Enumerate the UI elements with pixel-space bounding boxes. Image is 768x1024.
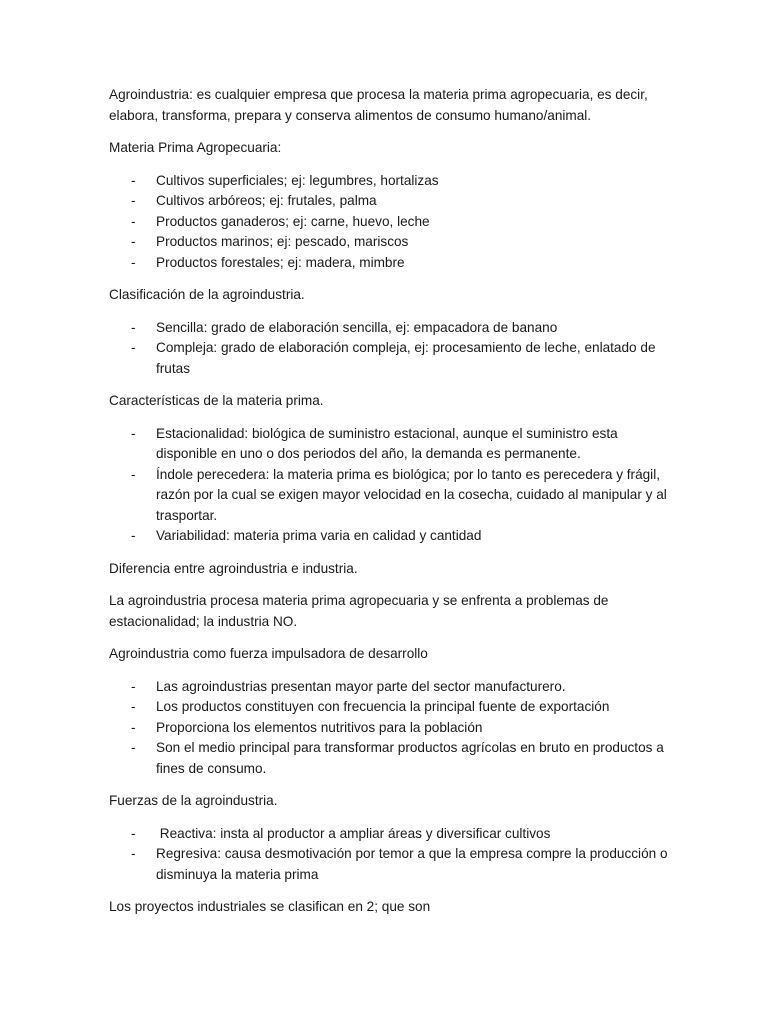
dash-bullet: - [131, 340, 136, 355]
heading-fuerzas: Fuerzas de la agroindustria. [109, 793, 278, 808]
list-item-text: Son el medio principal para transformar productos agrícolas en bruto en productos a fines de consumo. [156, 740, 664, 776]
diferencia-paragraph: La agroindustria procesa materia prima agropecuaria y se enfrenta a problemas de estacionalidad; la industria NO. [109, 593, 609, 629]
heading-fuerza-impulsadora: Agroindustria como fuerza impulsadora de desarrollo [109, 646, 428, 661]
list-item-text: Cultivos arbóreos; ej: frutales, palma [156, 193, 377, 208]
list-item-text: Regresiva: causa desmotivación por temor a que la empresa compre la producción o disminuya la materia prima [156, 846, 668, 882]
dash-bullet: - [131, 846, 136, 861]
list-item [109, 318, 669, 339]
dash-bullet: - [131, 825, 136, 841]
list-item [109, 526, 669, 547]
heading-caracteristicas: Características de la materia prima. [109, 393, 324, 408]
list-item-text: Productos marinos; ej: pescado, mariscos [156, 234, 409, 249]
list-item-text: Índole perecedera: la materia prima es biológica; por lo tanto es perecedera y frágil, razón por la cual se exigen mayor velocidad en la cosecha, cuidado al manipular y al trasportar. [156, 466, 667, 523]
dash-bullet: - [131, 193, 136, 208]
dash-bullet: - [131, 319, 136, 335]
list-item-text: Los productos constituyen con frecuencia la principal fuente de exportación [156, 699, 610, 714]
list-item [109, 171, 669, 192]
list-item-text: Sencilla: grado de elaboración sencilla, ej: empacadora de banano [156, 319, 558, 335]
list-item [109, 424, 669, 465]
list-item-text: Productos forestales; ej: madera, mimbre [156, 254, 405, 270]
list-item [109, 677, 669, 698]
list-fuerza-impulsadora [109, 677, 669, 780]
list-item [109, 338, 669, 379]
list-item [109, 844, 669, 885]
list-item [109, 232, 669, 253]
heading-clasificacion: Clasificación de la agroindustria. [109, 287, 305, 302]
dash-bullet: - [131, 740, 136, 755]
list-item [109, 738, 669, 779]
dash-bullet: - [131, 213, 136, 229]
final-paragraph: Los proyectos industriales se clasifican en 2; que son [109, 899, 431, 914]
heading-materia-prima: Materia Prima Agropecuaria: [109, 140, 282, 155]
list-item-text: Cultivos superficiales; ej: legumbres, hortalizas [156, 172, 439, 188]
dash-bullet: - [131, 678, 136, 694]
list-item [109, 824, 669, 845]
intro-paragraph: Agroindustria: es cualquier empresa que procesa la materia prima agropecuaria, es decir, elabora, transforma, prepara y conserva alimentos de consumo humano/animal. [109, 87, 648, 123]
list-materia-prima [109, 171, 669, 274]
list-item [109, 253, 669, 274]
list-item [109, 212, 669, 233]
list-item [109, 191, 669, 212]
dash-bullet: - [131, 719, 136, 735]
list-item [109, 697, 669, 718]
list-item-text: Las agroindustrias presentan mayor parte del sector manufacturero. [156, 678, 566, 694]
list-item [109, 465, 669, 527]
heading-diferencia: Diferencia entre agroindustria e industria. [109, 560, 358, 576]
list-item [109, 718, 669, 739]
list-item-text: Variabilidad: materia prima varia en calidad y cantidad [156, 528, 482, 543]
list-caracteristicas [109, 424, 669, 547]
list-fuerzas [109, 824, 669, 886]
list-item-text: Proporciona los elementos nutritivos para la población [156, 719, 483, 735]
list-item-text: Productos ganaderos; ej: carne, huevo, leche [156, 213, 430, 229]
dash-bullet: - [131, 466, 136, 482]
dash-bullet: - [131, 234, 136, 249]
dash-bullet: - [131, 425, 136, 441]
list-item-text: Estacionalidad: biológica de suministro estacional, aunque el suministro esta disponible en uno o dos periodos del año, la demanda es permanente. [156, 425, 618, 461]
dash-bullet: - [131, 699, 136, 714]
document-body [109, 85, 669, 930]
dash-bullet: - [131, 172, 136, 188]
list-item-text: Compleja: grado de elaboración compleja, ej: procesamiento de leche, enlatado de frutas [156, 340, 656, 376]
dash-bullet: - [131, 528, 136, 543]
list-clasificacion [109, 318, 669, 380]
dash-bullet: - [131, 254, 136, 270]
list-item-text: Reactiva: insta al productor a ampliar áreas y diversificar cultivos [156, 825, 551, 841]
